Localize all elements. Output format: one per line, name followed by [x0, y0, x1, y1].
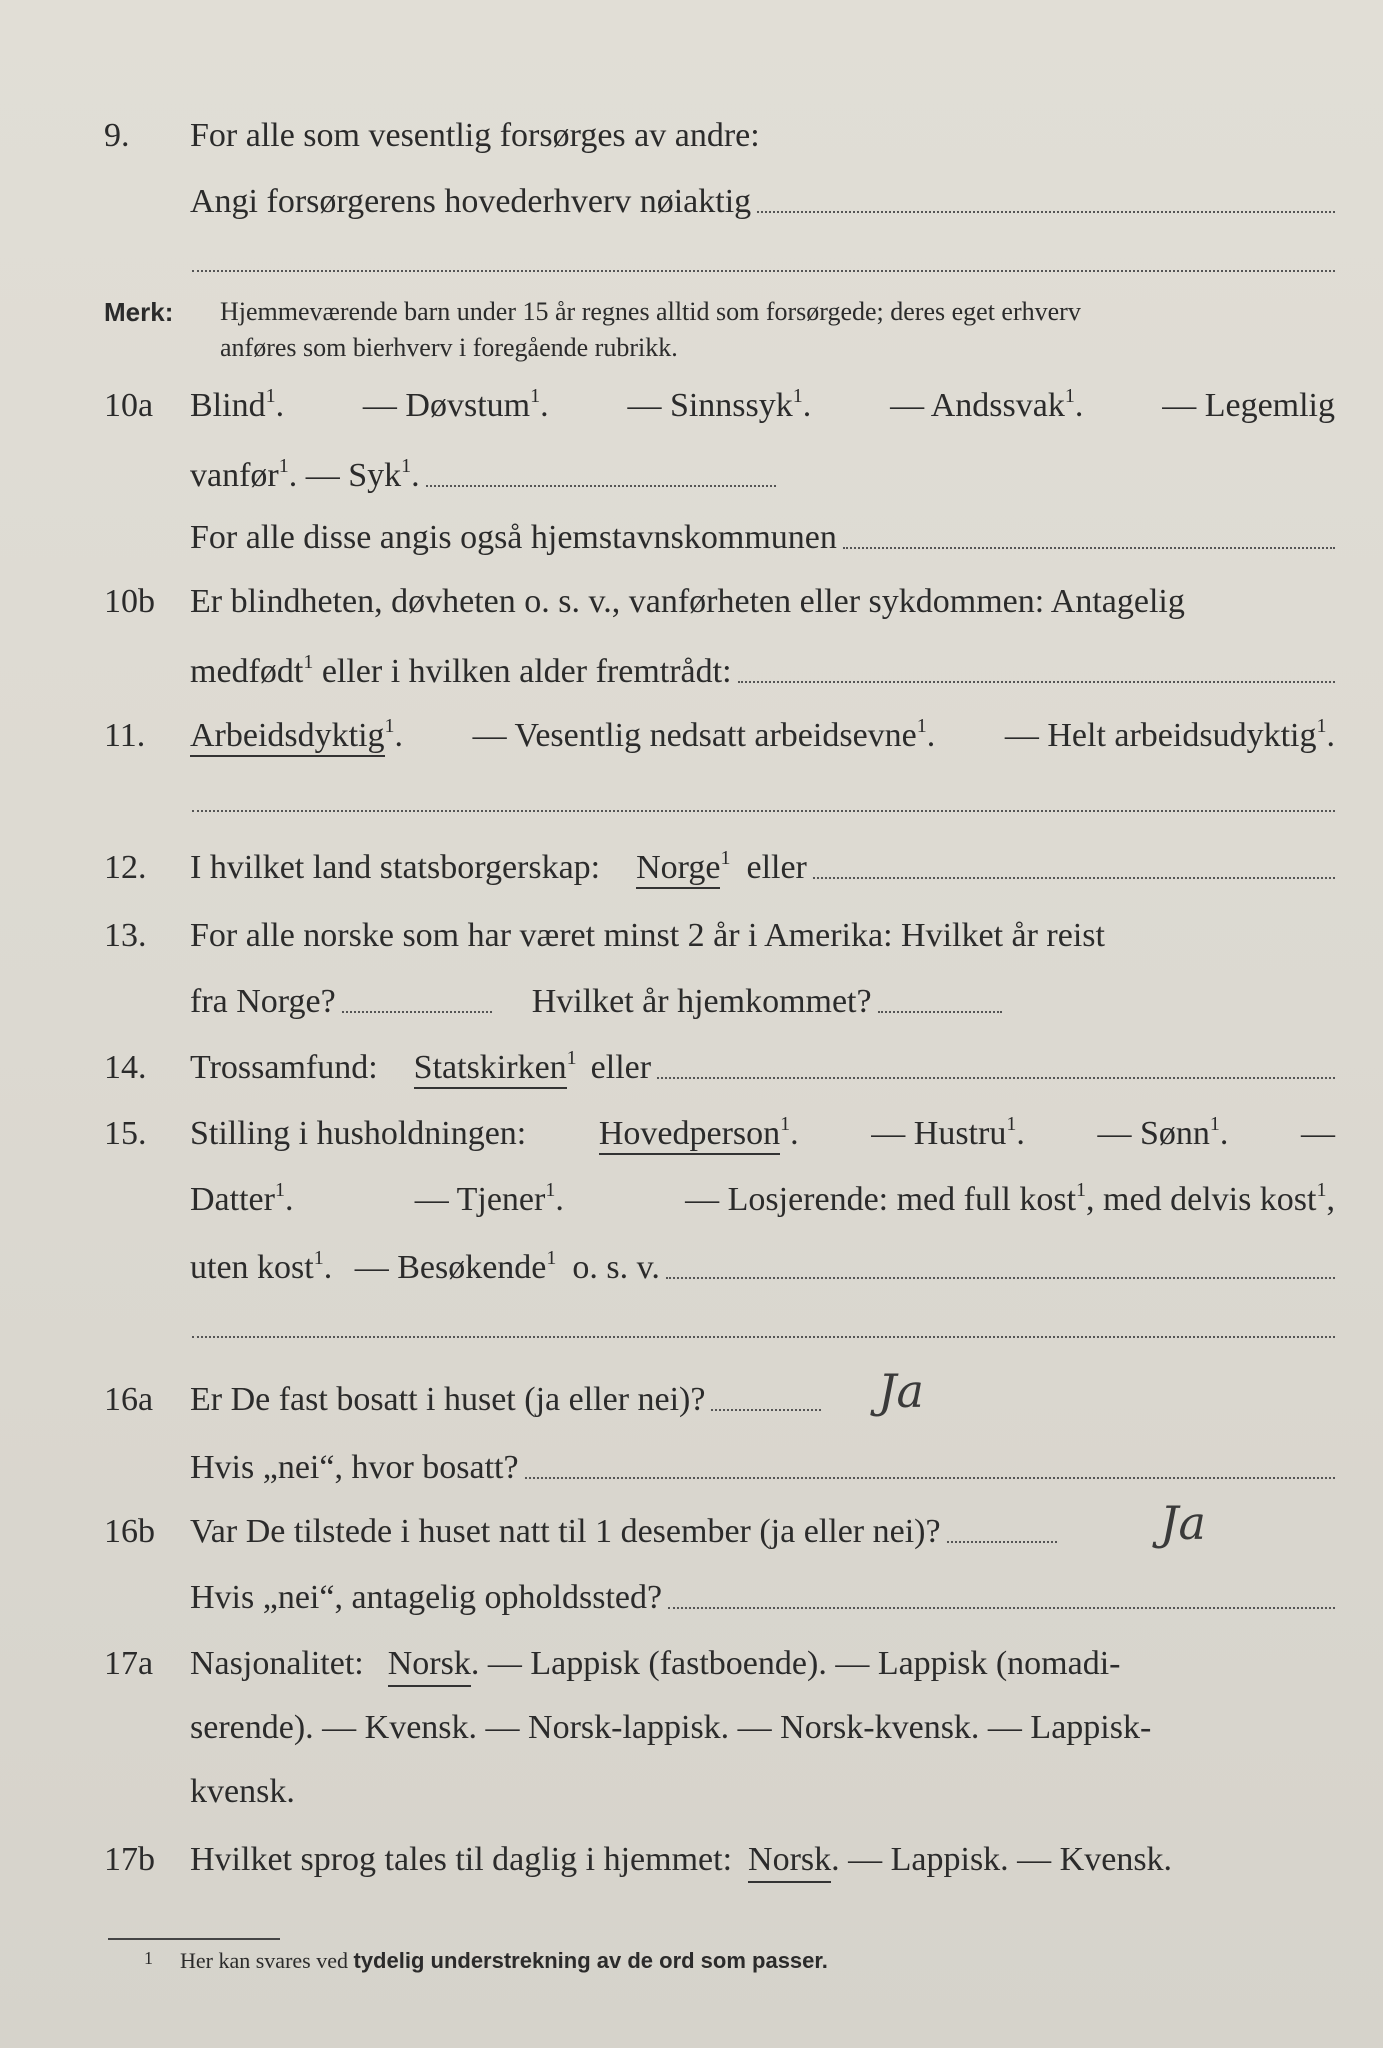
- footnote-text-a: Her kan svares ved: [180, 1948, 348, 1973]
- q16a-handwritten-answer: Ja: [878, 1364, 924, 1418]
- q14-eller: eller: [590, 1049, 652, 1086]
- q11-number: 11.: [104, 717, 146, 754]
- footnote-rule: [108, 1938, 280, 1940]
- q16a-hvor-field[interactable]: [525, 1477, 1335, 1479]
- q17b-norsk: Norsk: [748, 1840, 831, 1883]
- merk-label: Merk:: [104, 297, 174, 327]
- q15-besokende: — Besøkende$^1$: [354, 1247, 557, 1286]
- q10b-medfodt: medfødt$^1$: [190, 651, 314, 690]
- q10a-syk: — Syk$^1$.: [305, 455, 420, 494]
- q16a-hvor-label: Hvis „nei“, hvor bosatt?: [190, 1449, 519, 1486]
- q15-tjener: — Tjener$^1$.: [414, 1179, 564, 1218]
- q16b-handwritten-answer: Ja: [1160, 1496, 1206, 1550]
- q10a-hjemstavn-label: For alle disse angis også hjemstavnskommunen: [190, 519, 837, 556]
- q17b-options: . — Lappisk. — Kvensk.: [831, 1841, 1173, 1878]
- q15-dash: —: [1300, 1115, 1335, 1152]
- q14-field[interactable]: [657, 1077, 1335, 1079]
- q10a-blind: Blind$^1$.: [190, 385, 285, 424]
- q15-number: 15.: [104, 1115, 147, 1152]
- q17b-label: Hvilket sprog tales til daglig i hjemmet:: [190, 1841, 733, 1878]
- q17a-norsk: Norsk: [388, 1644, 471, 1687]
- q10a-syk-field[interactable]: [426, 485, 776, 487]
- q16b-field[interactable]: [947, 1541, 1057, 1543]
- q10a-sinnssyk: — Sinnssyk$^1$.: [627, 385, 812, 424]
- q9-text-1: For alle som vesentlig forsørges av andre:: [190, 117, 760, 154]
- q10a-vanfor: vanfør$^1$.: [190, 455, 306, 494]
- q12-number: 12.: [104, 849, 147, 886]
- q15-answer-line-2[interactable]: [192, 1336, 1335, 1338]
- q11-udyktig: — Helt arbeidsudyktig$^1$.: [1004, 715, 1335, 754]
- q16b-text: Var De tilstede i huset natt til 1 desember (ja eller nei)?: [190, 1513, 941, 1550]
- merk-text-2: anføres som bierhverv i foregående rubrikk.: [220, 333, 678, 362]
- q13-number: 13.: [104, 917, 147, 954]
- q13-hjemkommet-field[interactable]: [878, 1011, 1002, 1013]
- q12-norge: Norge$^1$: [636, 848, 730, 888]
- q15-uten-kost: uten kost$^1$.: [190, 1247, 341, 1286]
- q15-hustru: — Hustru$^1$.: [871, 1113, 1025, 1152]
- q10b-number: 10b: [104, 583, 155, 620]
- q14-statskirken: Statskirken$^1$: [414, 1048, 577, 1088]
- q16b-number: 16b: [104, 1513, 155, 1550]
- q16a-field[interactable]: [711, 1409, 821, 1411]
- q11-nedsatt: — Vesentlig nedsatt arbeidsevne$^1$.: [472, 715, 936, 754]
- q15-label: Stilling i husholdningen:: [190, 1115, 527, 1152]
- q13-text-1: For alle norske som har været minst 2 år i Amerika: Hvilket år reist: [190, 917, 1105, 954]
- q12-eller: eller: [746, 849, 807, 886]
- q15-field[interactable]: [666, 1277, 1335, 1279]
- q15-sonn: — Sønn$^1$.: [1097, 1113, 1229, 1152]
- footnote: [144, 1948, 828, 1974]
- q17a-options-3: kvensk.: [190, 1773, 295, 1810]
- footnote-text-b: tydelig understrekning av de ord som passer.: [353, 1948, 828, 1973]
- q10b-alder-label: eller i hvilken alder fremtrådt:: [321, 653, 732, 690]
- q10b-alder-field[interactable]: [738, 681, 1335, 683]
- q11-arbeidsdyktig: Arbeidsdyktig$^1$.: [190, 716, 403, 756]
- q9-answer-field[interactable]: [757, 211, 1335, 213]
- q11-answer-line[interactable]: [192, 810, 1335, 812]
- q10a-andssvak: — Andssvak$^1$.: [890, 385, 1084, 424]
- q9-number: 9.: [104, 117, 130, 154]
- q15-osv: o. s. v.: [572, 1249, 660, 1286]
- q13-hjemkommet-label: Hvilket år hjemkommet?: [531, 983, 872, 1020]
- merk-text-1: Hjemmeværende barn under 15 år regnes alltid som forsørgede; deres eget erhverv: [220, 297, 1081, 326]
- q16b-opholdssted-field[interactable]: [668, 1607, 1335, 1609]
- q13-reist-field[interactable]: [342, 1011, 492, 1013]
- q12-field[interactable]: [813, 877, 1335, 879]
- q10a-legemlig: — Legemlig: [1162, 387, 1335, 424]
- q16a-number: 16a: [104, 1381, 154, 1418]
- q16a-text: Er De fast bosatt i huset (ja eller nei)?: [190, 1381, 706, 1418]
- q10a-dovstum: — Døvstum$^1$.: [362, 385, 549, 424]
- q16b-opholdssted-label: Hvis „nei“, antagelig opholdssted?: [190, 1579, 663, 1616]
- q13-reist-label: fra Norge?: [190, 983, 336, 1020]
- q15-hovedperson: Hovedperson$^1$.: [599, 1114, 799, 1154]
- q15-datter: Datter$^1$.: [190, 1179, 294, 1218]
- q10a-number: 10a: [104, 387, 154, 424]
- q10b-text-1: Er blindheten, døvheten o. s. v., vanførheten eller sykdommen: Antagelig: [190, 583, 1185, 620]
- q17a-options-2: serende). — Kvensk. — Norsk-lappisk. — Norsk-kvensk. — Lappisk-: [190, 1709, 1152, 1746]
- q15-losjerende-full: — Losjerende: med full kost$^1$, med delvis kost$^1$,: [685, 1179, 1335, 1218]
- footnote-mark: 1: [144, 1948, 153, 1968]
- q14-label: Trossamfund:: [190, 1049, 378, 1086]
- q10a-hjemstavn-field[interactable]: [843, 547, 1335, 549]
- q9-text-2: Angi forsørgerens hovederhverv nøiaktig: [190, 183, 752, 220]
- q14-number: 14.: [104, 1049, 147, 1086]
- q17a-label: Nasjonalitet:: [190, 1645, 364, 1682]
- q17a-options-1: . — Lappisk (fastboende). — Lappisk (nomadi-: [470, 1645, 1121, 1682]
- q17b-number: 17b: [104, 1841, 155, 1878]
- q17a-number: 17a: [104, 1645, 154, 1682]
- q12-label: I hvilket land statsborgerskap:: [190, 849, 601, 886]
- q9-answer-line-2[interactable]: [192, 270, 1335, 272]
